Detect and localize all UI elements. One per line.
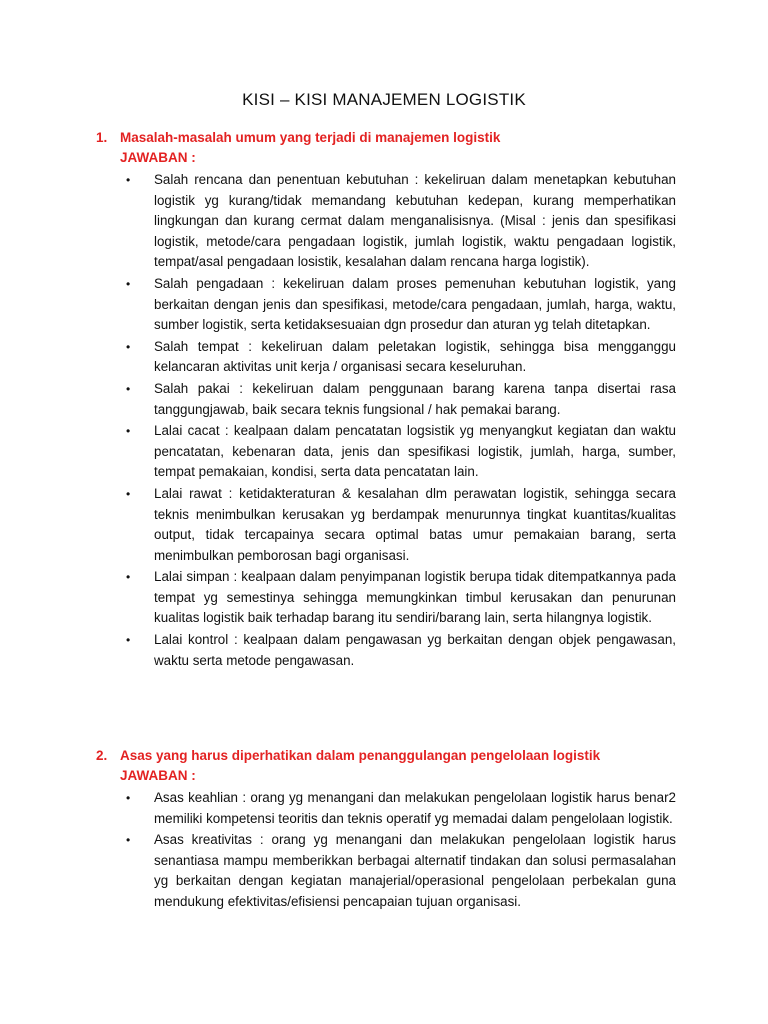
list-item-text: Asas kreativitas : orang yg menangani dan melakukan pengelolaan logistik harus senantiasa mampu memberikkan berbagai alternatif tindakan dan solusi permasalahan yg berkaitan dengan kegiatan manajerial/operasional pengelolaan perbekalan guna mendukung efektivitas/efisiensi pencapaian tujuan organisasi.: [154, 832, 676, 909]
list-item-text: Lalai rawat : ketidakteraturan & kesalahan dlm perawatan logistik, sehingga secara teknis menimbulkan kerusakan yg berdampak menurunnya tingkat kuantitas/kualitas output, tidak tercapainya secara optimal batas umur pemakaian barang, serta menimbulkan pemborosan bagi organisasi.: [154, 485, 676, 563]
list-item-text: Lalai simpan : kealpaan dalam penyimpanan logistik berupa tidak ditempatkannya pada tempat yg semestinya sehingga memungkinkan timbul kerusakan dan penurunan kualitas logistik baik terhadap barang itu sendiri/barang lain, serta hilangnya logistik.: [154, 569, 676, 626]
answer-list: [96, 170, 676, 671]
section-2: [96, 746, 676, 914]
bullet-icon: •: [126, 424, 131, 439]
bullet-icon: •: [126, 633, 131, 648]
bullet-icon: •: [126, 486, 131, 501]
list-item-text: Salah pakai : kekeliruan dalam penggunaan barang karena tanpa disertai rasa tanggungjawab, baik secara teknis fungsional / hak pemakai barang.: [154, 380, 676, 417]
question-text: Asas yang harus diperhatikan dalam penanggulangan pengelolaan logistik: [120, 748, 601, 763]
question-1: [96, 128, 676, 148]
list-item: [96, 484, 676, 566]
bullet-icon: •: [126, 791, 131, 805]
question-number: 1.: [96, 130, 108, 145]
list-item-text: Salah tempat : kekeliruan dalam peletakan logistik, sehingga bisa mengganggu kelancaran aktivitas unit kerja / organisasi secara keseluruhan.: [154, 338, 676, 375]
list-item-text: Lalai cacat : kealpaan dalam pencatatan logsistik yg menyangkut kegiatan dan waktu pencatatan, kebenaran data, jenis dan spesifikasi logistik, jumlah, harga, sumber, tempat pemakaian, kondisi, serta data pencatatan lain.: [154, 423, 676, 480]
list-item: [96, 630, 676, 671]
bullet-icon: •: [126, 570, 131, 585]
list-item-text: Salah rencana dan penentuan kebutuhan : kekeliruan dalam menetapkan kebutuhan logistik yg kurang/tidak memandang kebutuhan kedepan, kurang memperhatikan lingkungan dan kurang cermat dalam menganalisisnya. (Misal : jenis dan spesifikasi logistik, metode/cara pengadaan logistik, jumlah logistik, waktu pengadaan logistik, tempat/asal pengadaan losistik, kesalahan dalam rencana harga logistik).: [154, 172, 676, 270]
bullet-icon: •: [126, 339, 131, 354]
bullet-icon: •: [126, 381, 131, 396]
list-item-text: Asas keahlian : orang yg menangani dan melakukan pengelolaan logistik harus benar2 memiliki kompetensi teoritis dan teknis operatif yg memadai dalam pengelolaan logistik.: [154, 790, 676, 826]
question-number: 2.: [96, 748, 108, 763]
section-1: [96, 128, 676, 672]
question-text: Masalah-masalah umum yang terjadi di manajemen logistik: [120, 130, 501, 145]
document-title: KISI – KISI MANAJEMEN LOGISTIK: [242, 90, 526, 109]
answer-label: JAWABAN :: [120, 150, 196, 165]
list-item-text: Salah pengadaan : kekeliruan dalam proses pemenuhan kebutuhan logistik, yang berkaitan dengan jenis dan spesifikasi, metode/cara pengadaan, jumlah, harga, waktu, sumber logistik, serta ketidaksesuaian dgn prosedur dan aturan yg telah ditetapkan.: [154, 275, 676, 333]
list-item: [96, 567, 676, 629]
list-item: [96, 274, 676, 336]
answer-label: JAWABAN :: [120, 768, 196, 783]
list-item: [96, 337, 676, 378]
list-item: [96, 379, 676, 420]
list-item: [96, 788, 676, 829]
bullet-icon: •: [126, 173, 131, 187]
list-item: [96, 421, 676, 483]
bullet-icon: •: [126, 276, 131, 291]
question-2: [96, 746, 676, 766]
list-item-text: Lalai kontrol : kealpaan dalam pengawasan yg berkaitan dengan objek pengawasan, waktu serta metode pengawasan.: [154, 632, 676, 668]
list-item: [96, 830, 676, 912]
list-item: [96, 170, 676, 273]
bullet-icon: •: [126, 833, 131, 848]
answer-list: [96, 788, 676, 913]
